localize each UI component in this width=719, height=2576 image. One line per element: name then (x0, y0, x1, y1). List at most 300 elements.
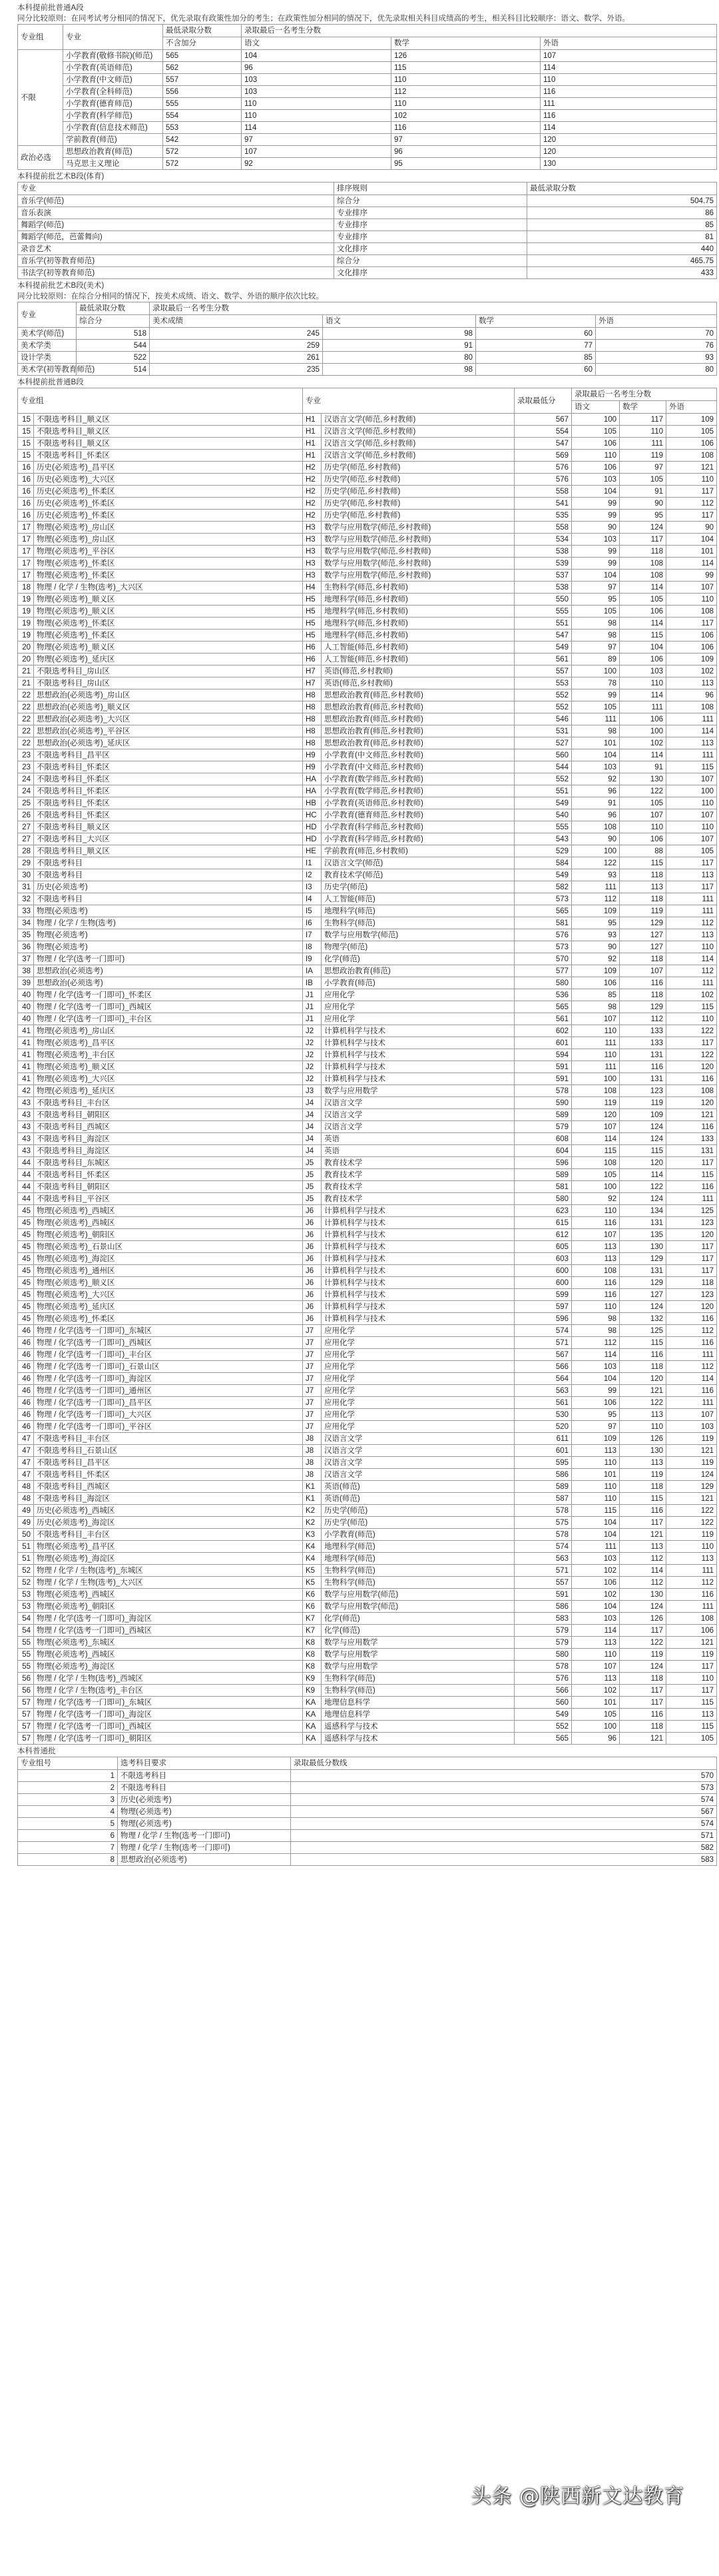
math-score: 121 (620, 1529, 666, 1541)
group-number: 3 (18, 1794, 118, 1806)
english-score: 121 (666, 1493, 717, 1505)
group-number: 27 (18, 833, 34, 845)
major-name: 应用化学 (322, 1337, 515, 1349)
group-number: 5 (18, 1818, 118, 1830)
math-score: 112 (620, 1553, 666, 1565)
group-requirement: 物理 / 化学(选考一门即可)_丰台区 (34, 1349, 303, 1361)
english-score: 110 (666, 594, 717, 606)
english-score: 113 (666, 869, 717, 881)
group-requirement: 历史(必须选考)_大兴区 (34, 474, 303, 486)
math-score: 118 (620, 989, 666, 1001)
major-name: 生物科学(师范) (322, 1685, 515, 1697)
chinese-score: 113 (572, 1445, 620, 1457)
min-score: 465.75 (527, 255, 717, 267)
major-code: J8 (303, 1445, 322, 1457)
major-code: H1 (303, 414, 322, 426)
group-requirement: 不限选考科目 (34, 869, 303, 881)
group-number: 28 (18, 845, 34, 857)
major-code: J6 (303, 1277, 322, 1289)
major-code: HD (303, 821, 322, 833)
group-number: 8 (18, 1854, 118, 1866)
major-code: K5 (303, 1577, 322, 1589)
math-score: 88 (620, 845, 666, 857)
group-number: 57 (18, 1733, 34, 1745)
table-row (18, 231, 717, 243)
table-row (18, 414, 717, 426)
table-row (18, 1457, 717, 1469)
table-row (18, 1649, 717, 1661)
english-score: 111 (666, 893, 717, 905)
min-score: 539 (515, 558, 572, 570)
math-score: 106 (620, 653, 666, 665)
group-requirement: 历史(必须选考)_怀柔区 (34, 486, 303, 498)
group-requirement: 不限选考科目_怀柔区 (34, 785, 303, 797)
table-row (18, 1854, 717, 1866)
table-row (18, 1013, 717, 1025)
math-score: 127 (620, 941, 666, 953)
major-code: J4 (303, 1145, 322, 1157)
min-score: 579 (515, 1637, 572, 1649)
chinese-score: 97 (242, 134, 391, 146)
chinese-score: 96 (242, 62, 391, 74)
english-score: 90 (666, 522, 717, 534)
chinese-score: 106 (572, 1577, 620, 1589)
major-name: 人工智能(师范,乡村教师) (322, 642, 515, 653)
group-number: 47 (18, 1469, 34, 1481)
major-name: 英语(师范,乡村教师) (322, 665, 515, 677)
major-code: H2 (303, 474, 322, 486)
group-number: 16 (18, 510, 34, 522)
min-score: 554 (163, 110, 242, 122)
group-requirement: 不限选考科目_房山区 (34, 665, 303, 677)
chinese-score: 114 (572, 1625, 620, 1637)
min-score: 552 (515, 1721, 572, 1733)
group-number: 21 (18, 665, 34, 677)
math-score: 105 (620, 474, 666, 486)
group-requirement: 不限选考科目_朝阳区 (34, 1109, 303, 1121)
major-name: 马克思主义理论 (63, 158, 163, 170)
math-score: 85 (476, 352, 596, 364)
major-name: 汉语言文学 (322, 1109, 515, 1121)
math-score: 135 (620, 1229, 666, 1241)
group-number: 15 (18, 438, 34, 450)
group-requirement: 思想政治(必须选考)_大兴区 (34, 713, 303, 725)
min-score: 85 (527, 219, 717, 231)
sort-rule: 综合分 (334, 195, 527, 207)
english-score: 107 (666, 1409, 717, 1421)
major-name: 小学教育(信息技术师范) (63, 122, 163, 134)
major-name: 思想政治教育(师范) (63, 146, 163, 158)
chinese-score: 116 (572, 1217, 620, 1229)
english-score: 119 (666, 1433, 717, 1445)
table-row (18, 195, 717, 207)
table-row (18, 364, 717, 376)
table-row (18, 1325, 717, 1337)
chinese-score: 109 (572, 905, 620, 917)
english-score: 110 (666, 797, 717, 809)
group-requirement: 物理(必须选考)_海淀区 (34, 1253, 303, 1265)
table-row (18, 989, 717, 1001)
math-score: 133 (620, 1037, 666, 1049)
english-score: 110 (666, 1541, 717, 1553)
chinese-score: 105 (572, 1709, 620, 1721)
group-requirement: 思想政治(必须选考)_延庆区 (34, 737, 303, 749)
english-score: 122 (666, 1505, 717, 1517)
major-code: J2 (303, 1061, 322, 1073)
min-score: 576 (515, 929, 572, 941)
major-name: 地理科学(师范) (322, 1553, 515, 1565)
major-code: K7 (303, 1625, 322, 1637)
min-score: 538 (515, 582, 572, 594)
major-code: H5 (303, 630, 322, 642)
major-name: 思想政治教育(师范,乡村教师) (322, 713, 515, 725)
math-score: 117 (620, 1517, 666, 1529)
math-score: 91 (620, 486, 666, 498)
major-code: J4 (303, 1121, 322, 1133)
min-score: 574 (515, 1541, 572, 1553)
group-number: 57 (18, 1697, 34, 1709)
major-code: KA (303, 1709, 322, 1721)
min-score: 601 (515, 1445, 572, 1457)
chinese-score: 114 (572, 1349, 620, 1361)
group-requirement: 思想政治(必须选考) (34, 977, 303, 989)
min-score: 573 (291, 1782, 717, 1794)
group-number: 54 (18, 1613, 34, 1625)
group-number: 49 (18, 1517, 34, 1529)
table-row (18, 1037, 717, 1049)
english-score: 117 (666, 1037, 717, 1049)
group-number: 43 (18, 1145, 34, 1157)
major-code: H3 (303, 546, 322, 558)
group-requirement: 物理(必须选考)_怀柔区 (34, 570, 303, 582)
hdr-chinese: 语文 (323, 315, 476, 328)
group-requirement: 不限选考科目_昌平区 (34, 1457, 303, 1469)
chinese-score: 102 (572, 1565, 620, 1577)
group-number: 45 (18, 1241, 34, 1253)
table-row (18, 833, 717, 845)
table-row (18, 1109, 717, 1121)
min-score: 579 (515, 1625, 572, 1637)
min-score: 551 (515, 618, 572, 630)
major-code: K2 (303, 1517, 322, 1529)
group-number: 20 (18, 653, 34, 665)
table-row (18, 1709, 717, 1721)
chinese-score: 109 (572, 965, 620, 977)
group-requirement: 物理(必须选考)_顺义区 (34, 642, 303, 653)
chinese-score: 103 (572, 474, 620, 486)
min-score: 580 (515, 977, 572, 989)
english-score: 117 (666, 1265, 717, 1277)
table-row (18, 50, 717, 62)
table-row (18, 869, 717, 881)
min-score: 573 (515, 893, 572, 905)
major-code: H3 (303, 558, 322, 570)
math-score: 112 (391, 86, 541, 98)
table-row (18, 1685, 717, 1697)
table-row (18, 653, 717, 665)
math-score: 113 (620, 1409, 666, 1421)
group-number: 16 (18, 498, 34, 510)
group-number: 30 (18, 869, 34, 881)
table-row (18, 498, 717, 510)
group-requirement: 不限选考科目_怀柔区 (34, 797, 303, 809)
min-score: 564 (515, 1373, 572, 1385)
major-name: 应用化学 (322, 1373, 515, 1385)
math-score: 120 (620, 1373, 666, 1385)
section3-note: 同分比较原则：在综合分相同的情况下，按美术成绩、语文、数学、外语的顺序依次比较。 (17, 292, 324, 300)
group-number: 2 (18, 1782, 118, 1794)
math-score: 107 (620, 965, 666, 977)
hdr-group: 专业组 (18, 25, 63, 50)
min-score: 433 (527, 267, 717, 279)
hdr-min-score: 录取最低分数线 (291, 1757, 717, 1770)
chinese-score: 104 (242, 50, 391, 62)
chinese-score: 98 (572, 725, 620, 737)
math-score: 111 (620, 701, 666, 713)
english-score: 110 (666, 1673, 717, 1685)
table-row (18, 267, 717, 279)
major-name: 小学教育(全科师范) (63, 86, 163, 98)
english-score: 117 (666, 1157, 717, 1169)
chinese-score: 91 (572, 797, 620, 809)
group-number: 17 (18, 570, 34, 582)
major-name: 英语(师范) (322, 1493, 515, 1505)
table-row (18, 510, 717, 522)
chinese-score: 92 (572, 773, 620, 785)
table-row (18, 1385, 717, 1397)
hdr-last-scores: 录取最后一名考生分数 (150, 302, 717, 315)
major-name: 计算机科学与技术 (322, 1265, 515, 1277)
group-number: 33 (18, 905, 34, 917)
math-score: 116 (620, 1709, 666, 1721)
sort-rule: 综合分 (334, 255, 527, 267)
min-score: 589 (515, 1481, 572, 1493)
table-row (18, 558, 717, 570)
group-number: 40 (18, 1013, 34, 1025)
chinese-score: 100 (572, 1181, 620, 1193)
english-score: 106 (666, 1625, 717, 1637)
chinese-score: 101 (572, 1469, 620, 1481)
english-score: 111 (666, 1397, 717, 1409)
math-score: 117 (620, 1625, 666, 1637)
min-score: 552 (515, 689, 572, 701)
hdr-major: 专业 (63, 25, 163, 50)
chinese-score: 122 (572, 857, 620, 869)
math-score: 127 (620, 1289, 666, 1301)
major-code: J7 (303, 1409, 322, 1421)
table-row (18, 134, 717, 146)
table-row (18, 1794, 717, 1806)
min-score: 605 (515, 1241, 572, 1253)
min-score: 520 (515, 1421, 572, 1433)
min-score: 560 (515, 1697, 572, 1709)
english-score: 112 (666, 1361, 717, 1373)
math-score: 115 (620, 1337, 666, 1349)
min-score: 578 (515, 1661, 572, 1673)
table-section5 (17, 1757, 717, 1866)
group-requirement: 思想政治(必须选考)_房山区 (34, 689, 303, 701)
min-score: 608 (515, 1133, 572, 1145)
major-name: 数学与应用数学(师范) (322, 1601, 515, 1613)
major-code: J2 (303, 1073, 322, 1085)
major-name: 地理科学(师范) (322, 905, 515, 917)
group-number: 22 (18, 713, 34, 725)
table-row (18, 1061, 717, 1073)
min-score: 540 (515, 809, 572, 821)
group-requirement: 不限选考科目_石景山区 (34, 1445, 303, 1457)
english-score: 121 (666, 1637, 717, 1649)
math-score: 105 (620, 797, 666, 809)
math-score: 119 (620, 1469, 666, 1481)
table-row (18, 1613, 717, 1625)
major-code: J6 (303, 1301, 322, 1313)
major-code: H8 (303, 737, 322, 749)
min-score: 86 (527, 207, 717, 219)
chinese-score: 99 (572, 1385, 620, 1397)
min-score: 570 (291, 1770, 717, 1782)
table-row (18, 1001, 717, 1013)
major-code: J1 (303, 989, 322, 1001)
chinese-score: 104 (572, 749, 620, 761)
english-score: 103 (666, 1421, 717, 1433)
major-name: 英语(师范) (322, 1481, 515, 1493)
major-name: 计算机科学与技术 (322, 1049, 515, 1061)
min-score: 552 (515, 701, 572, 713)
english-score: 96 (666, 689, 717, 701)
table-row (18, 146, 717, 158)
major-name: 应用化学 (322, 989, 515, 1001)
table-row (18, 606, 717, 618)
english-score: 108 (666, 450, 717, 462)
major-code: J7 (303, 1361, 322, 1373)
chinese-score: 106 (572, 438, 620, 450)
min-score: 571 (515, 1565, 572, 1577)
table-row (18, 243, 717, 255)
group-requirement: 物理(必须选考)_东城区 (34, 1637, 303, 1649)
table-section4 (17, 388, 717, 1745)
chinese-score: 103 (242, 86, 391, 98)
group-number: 22 (18, 689, 34, 701)
english-score: 109 (666, 653, 717, 665)
min-score: 551 (515, 785, 572, 797)
english-score: 104 (666, 534, 717, 546)
english-score: 111 (666, 713, 717, 725)
group-requirement: 思想政治(必须选考) (34, 965, 303, 977)
math-score: 111 (620, 438, 666, 450)
subject-requirement: 物理 / 化学 / 生物(选考一门即可) (118, 1830, 291, 1842)
min-score: 440 (527, 243, 717, 255)
major-code: J6 (303, 1241, 322, 1253)
math-score: 130 (620, 1241, 666, 1253)
chinese-score: 104 (572, 1529, 620, 1541)
min-score: 565 (163, 50, 242, 62)
math-score: 131 (620, 1265, 666, 1277)
major-code: J7 (303, 1325, 322, 1337)
major-code: I5 (303, 905, 322, 917)
math-score: 114 (620, 1169, 666, 1181)
math-score: 91 (620, 761, 666, 773)
major-code: H5 (303, 606, 322, 618)
min-score: 561 (515, 1013, 572, 1025)
english-score: 117 (666, 1253, 717, 1265)
chinese-score: 93 (572, 929, 620, 941)
hdr-last-scores: 录取最后一名考生分数 (242, 25, 717, 37)
min-score: 81 (527, 231, 717, 243)
chinese-score: 107 (572, 1661, 620, 1673)
math-score: 129 (620, 1277, 666, 1289)
major-code: I3 (303, 881, 322, 893)
major-name: 计算机科学与技术 (322, 1229, 515, 1241)
math-score: 106 (620, 833, 666, 845)
min-score: 612 (515, 1229, 572, 1241)
group-requirement: 物理(必须选考)_平谷区 (34, 546, 303, 558)
group-number: 6 (18, 1830, 118, 1842)
english-score: 115 (666, 1001, 717, 1013)
group-requirement: 不限选考科目_怀柔区 (34, 1169, 303, 1181)
chinese-score: 80 (323, 352, 476, 364)
group-number: 17 (18, 546, 34, 558)
major-code: J4 (303, 1109, 322, 1121)
major-name: 小学教育(师范) (322, 1529, 515, 1541)
major-code: K7 (303, 1613, 322, 1625)
major-name: 应用化学 (322, 1421, 515, 1433)
group-requirement: 不限选考科目 (34, 893, 303, 905)
major-name: 人工智能(师范) (322, 893, 515, 905)
major-code: H7 (303, 665, 322, 677)
group-number: 40 (18, 1001, 34, 1013)
math-score: 113 (620, 1541, 666, 1553)
group-number: 15 (18, 450, 34, 462)
min-score: 570 (515, 953, 572, 965)
min-score: 574 (291, 1818, 717, 1830)
math-score: 118 (620, 1721, 666, 1733)
table-row (18, 1673, 717, 1685)
min-score: 531 (515, 725, 572, 737)
group-requirement: 物理(必须选考)_怀柔区 (34, 630, 303, 642)
group-requirement: 物理(必须选考)_顺义区 (34, 1061, 303, 1073)
major-name: 音乐学(初等教育师范) (18, 255, 334, 267)
english-score: 117 (666, 510, 717, 522)
major-name: 生物科学(师范) (322, 1673, 515, 1685)
table-row (18, 474, 717, 486)
group-number: 49 (18, 1505, 34, 1517)
chinese-score: 98 (572, 630, 620, 642)
table-section3 (17, 302, 717, 376)
group-requirement: 不限选考科目_房山区 (34, 677, 303, 689)
group-requirement: 物理(必须选考)_昌平区 (34, 1037, 303, 1049)
group-requirement: 物理(必须选考)_顺义区 (34, 606, 303, 618)
group-number: 35 (18, 929, 34, 941)
major-name: 历史学(师范,乡村教师) (322, 510, 515, 522)
major-name: 思想政治教育(师范,乡村教师) (322, 725, 515, 737)
min-score: 579 (515, 1121, 572, 1133)
major-name: 生物科学(师范,乡村教师) (322, 582, 515, 594)
chinese-score: 107 (572, 1229, 620, 1241)
group-requirement: 物理(必须选考)_房山区 (34, 1025, 303, 1037)
major-name: 计算机科学与技术 (322, 1241, 515, 1253)
min-score: 535 (515, 510, 572, 522)
group-requirement: 物理 / 化学 / 生物(选考)_西城区 (34, 1673, 303, 1685)
group-requirement: 历史(必须选考)_西城区 (34, 1505, 303, 1517)
table-row (18, 438, 717, 450)
major-name: 应用化学 (322, 1013, 515, 1025)
chinese-score: 100 (572, 1073, 620, 1085)
major-name: 遥感科学与技术 (322, 1721, 515, 1733)
group-number: 22 (18, 701, 34, 713)
group-number: 45 (18, 1277, 34, 1289)
chinese-score: 95 (572, 594, 620, 606)
major-code: J5 (303, 1157, 322, 1169)
